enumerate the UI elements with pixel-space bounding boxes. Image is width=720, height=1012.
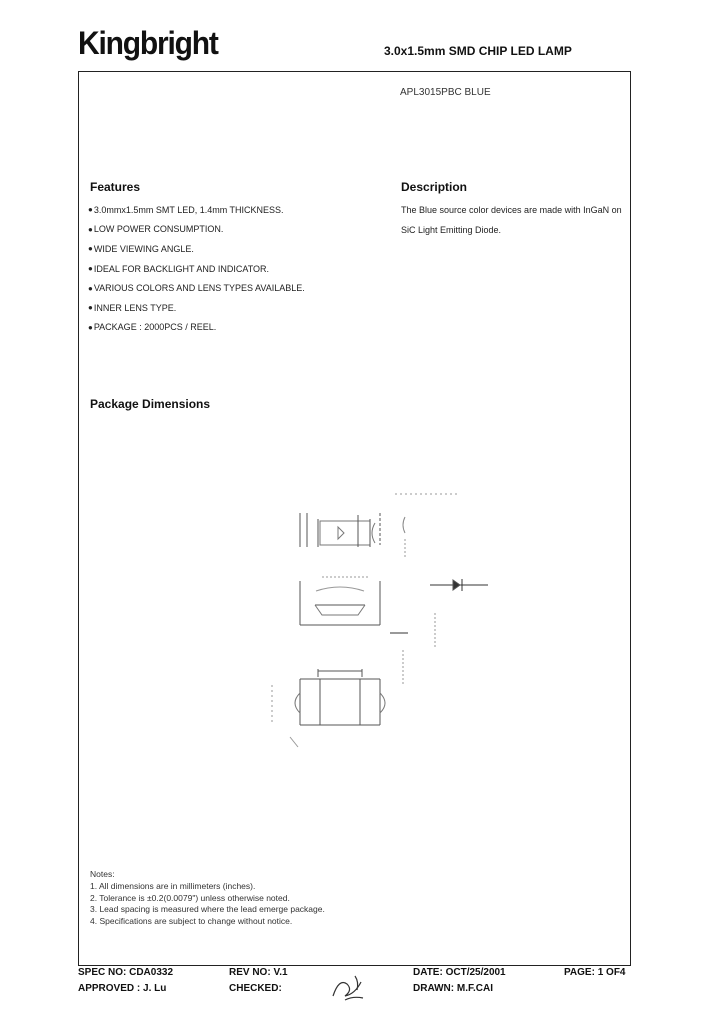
bullet-icon: ● (88, 205, 93, 215)
note-item: 2. Tolerance is ±0.2(0.0079") unless otherwise noted. (90, 892, 290, 903)
bullet-icon: ● (88, 283, 93, 293)
list-item: ● VARIOUS COLORS AND LENS TYPES AVAILABLE. (88, 283, 305, 294)
rev-no: REV NO: V.1 (229, 967, 288, 978)
company-logo: Kingbright (78, 26, 218, 62)
notes-heading: Notes: (90, 869, 115, 879)
description-text (401, 200, 629, 240)
bullet-icon: ● (88, 264, 93, 274)
document-title: 3.0x1.5mm SMD CHIP LED LAMP (384, 44, 572, 58)
signature-mark (325, 966, 375, 1006)
list-item: ● 3.0mmx1.5mm SMT LED, 1.4mm THICKNESS. (88, 204, 284, 215)
list-item: ● LOW POWER CONSUMPTION. (88, 224, 224, 235)
description-line: SiC Light Emitting Diode. (401, 225, 502, 235)
note-item: 3. Lead spacing is measured where the lead emerge package. (90, 904, 325, 915)
list-item: ● INNER LENS TYPE. (88, 302, 177, 313)
notes (90, 869, 325, 928)
bullet-icon: ● (88, 303, 93, 313)
date: DATE: OCT/25/2001 (413, 967, 506, 978)
list-item: ● IDEAL FOR BACKLIGHT AND INDICATOR. (88, 263, 270, 274)
note-item: 4. Specifications are subject to change without notice. (90, 916, 293, 927)
bullet-icon: ● (88, 224, 93, 234)
page-number: PAGE: 1 OF4 (564, 967, 626, 978)
description-heading: Description (401, 180, 468, 194)
spec-no: SPEC NO: CDA0332 (78, 967, 174, 978)
list-item: ● WIDE VIEWING ANGLE. (88, 243, 194, 254)
part-number: APL3015PBC BLUE (400, 87, 491, 98)
package-dimensions-heading: Package Dimensions (90, 397, 211, 411)
package-dimensions-drawing (260, 485, 500, 750)
description-line: The Blue source color devices are made with InGaN on (401, 205, 622, 215)
checked-by: CHECKED: (229, 983, 282, 994)
bullet-icon: ● (88, 244, 93, 254)
features-list (88, 200, 305, 337)
note-item: 1. All dimensions are in millimeters (inches). (90, 880, 256, 891)
drawn-by: DRAWN: M.F.CAI (413, 983, 493, 994)
approved-by: APPROVED : J. Lu (78, 983, 167, 994)
list-item: ● PACKAGE : 2000PCS / REEL. (88, 322, 217, 333)
bullet-icon: ● (88, 322, 93, 332)
features-heading: Features (90, 180, 141, 194)
